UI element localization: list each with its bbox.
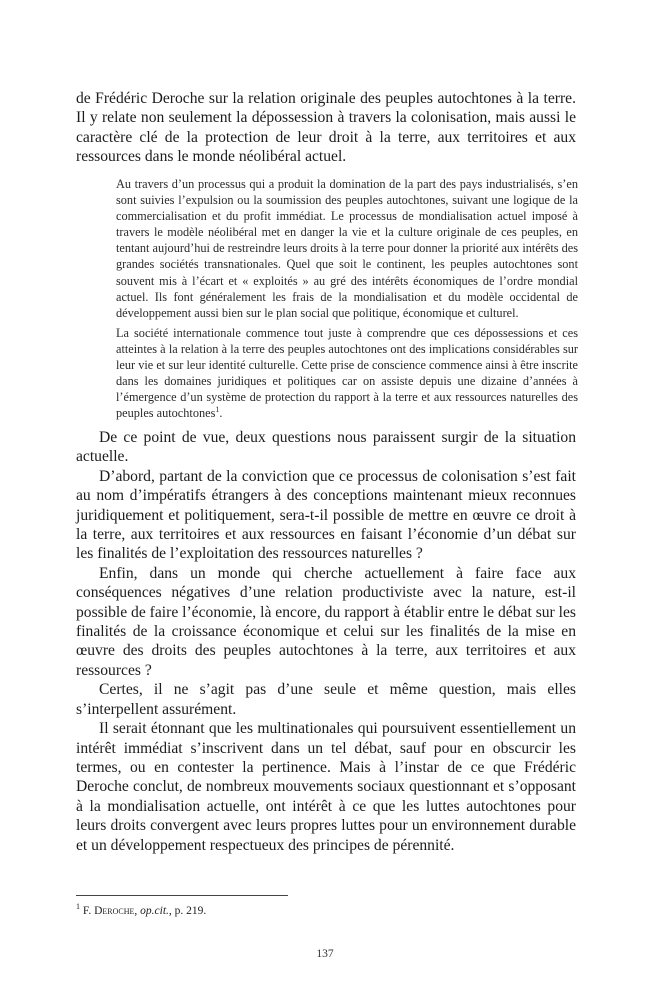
paragraph-first-question: D’abord, partant de la conviction que ce processus de colonisation s’est fait au nom d’impératifs étrangers à des conceptions maintenant mieux reconnues juridiquement et politiquement, sera-t-il possible de mettre en œuvre ce droit à la terre, aux territoires et aux ressources en faisant l’économie d’un débat sur les finalités de l’exploitation des ressources naturelles ? [76, 467, 576, 563]
footnote-separator [76, 895, 288, 896]
footnote-reference: 1 [215, 405, 220, 415]
paragraph-conclusion: Il serait étonnant que les multinationales qui poursuivent essentiellement un intérêt immédiat s’inscrivent dans un tel débat, sauf pour en obscurcir les termes, ou en contester la pertinence. Mais à l’instar de ce que Frédéric Deroche conclut, de nombreux mouvements sociaux questionnant et s’opposant à la mondialisation actuelle, ont intérêt à ce que les luttes autochtones pour leurs droits convergent avec leurs propres luttes pour un environnement durable et un développement respectueux des principes de pérennité. [76, 720, 576, 854]
intro-paragraph [76, 89, 576, 167]
page-number: 137 [316, 948, 334, 960]
block-quote [116, 176, 578, 425]
main-text [76, 428, 576, 855]
footnote-author: F. Deroche [82, 905, 135, 917]
quote-paragraph-1: Au travers d’un processus qui a produit la domination de la part des pays industrialisés, s’en sont suivies l’expulsion ou la soumission des peuples autochtones, suivant une logique de la commercialisation et du profit immédiat. Le processus de mondialisation actuel imposé à travers le modèle néolibéral met en danger la vie et la culture originale de ces peuples, en tentant aujourd’hui de restreindre leurs droits à la terre pour donner la priorité aux intérêts des grandes sociétés transnationales. Quel que soit le continent, les peuples autochtones sont souvent mis à l’écart et « exploités » au gré des intérêts économiques de l’ordre mondial actuel. Ils font généralement les frais de la mondialisation et du modèle occidental de développement aussi bien sur le plan social que politique, économique et culturel. [116, 177, 578, 320]
intro-paragraph-text: de Frédéric Deroche sur la relation originale des peuples autochtones à la terre. Il y relate non seulement la dépossession à travers la colonisation, mais aussi le caractère clé de la protection de leur droit à la terre, aux territoires et aux ressources dans le monde néolibéral actuel. [76, 90, 576, 166]
quote-paragraph-2-text: La société internationale commence tout juste à comprendre que ces dépossessions et ces atteintes à la relation à la terre des peuples autochtones ont des implications considérables sur leur vie et sur leur identité culturelle. Cette prise de conscience commence ainsi à être inscrite dans les domaines juridiques et politiques car on assiste depuis une dizaine d’années à l’émergence d’un système de protection du rapport à la terre et aux ressources naturelles des peuples autochtones [116, 325, 578, 421]
paragraph-second-question: Enfin, dans un monde qui cherche actuellement à faire face aux conséquences négatives d’une relation productiviste avec la nature, est-il possible de faire l’économie, là encore, du rapport à établir entre le débat sur les finalités de la croissance économique et celui sur les finalités de la mise en œuvre des droits des peuples autochtones à la terre, aux territoires et aux ressources ? [76, 564, 576, 679]
footnote: $^1$ F. Deroche, op.cit., p. 219. [76, 902, 207, 917]
footnote-work: op.cit. [140, 905, 169, 917]
footnote-number: 1 [76, 902, 80, 912]
paragraph-two-questions: De ce point de vue, deux questions nous paraissent surgir de la situation actuelle. [76, 429, 576, 466]
footnote-page: p. 219. [174, 905, 207, 917]
paragraph-certes: Certes, il ne s’agit pas d’une seule et même question, mais elles s’interpellent assurément. [76, 681, 576, 718]
quote-paragraph-2: La société internationale commence tout juste à comprendre que ces dépossessions et ces atteintes à la relation à la terre des peuples autochtones ont des implications considérables sur leur vie et sur leur identité culturelle. Cette prise de conscience commence ainsi à être inscrite dans les domaines juridiques et politiques car on assiste depuis une dizaine d’années à l’émergence d’un système de protection du rapport à la terre et aux ressources naturelles des peuples autochtones$^1$. [116, 325, 578, 421]
